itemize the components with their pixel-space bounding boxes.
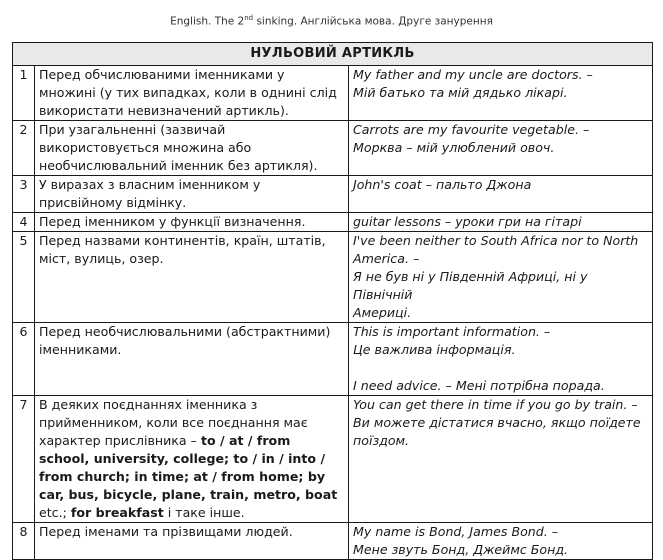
example-spacer xyxy=(353,359,648,377)
header-prefix: English. The 2 xyxy=(170,15,245,28)
example-line: Мій батько та мій дядько лікарі. xyxy=(353,85,568,100)
row-number: 8 xyxy=(13,523,35,560)
rule-text: Перед обчислюваними іменниками у множині (у тих випадках, коли в однині слід використати невизначений артикль). xyxy=(35,66,349,121)
example-cell xyxy=(349,176,653,213)
row-number: 2 xyxy=(13,121,35,176)
example-line: Морква – мій улюблений овоч. xyxy=(353,140,555,155)
rule-text-part: В деяких поєднаннях іменника з прийменником, коли все поєднання має характер прислівника – xyxy=(39,397,308,448)
rule-text-bold-part: for breakfast xyxy=(70,505,164,520)
document-header xyxy=(0,14,663,28)
row-number: 3 xyxy=(13,176,35,213)
rule-text-part: і таке інше. xyxy=(163,505,245,520)
example-cell xyxy=(349,121,653,176)
example-line: I've been neither to South Africa nor to North xyxy=(353,233,639,248)
example-line: Це важлива інформація. xyxy=(353,342,516,357)
row-number: 4 xyxy=(13,213,35,232)
row-number: 5 xyxy=(13,232,35,323)
example-line: John's coat – пальто Джона xyxy=(353,177,532,192)
example-line: Я не був ні у Південній Африці, ні у Північній xyxy=(353,269,588,302)
table-title: НУЛЬОВИЙ АРТИКЛЬ xyxy=(13,43,653,66)
table-title-row xyxy=(13,43,653,66)
table-row xyxy=(13,323,653,396)
rule-text: Перед іменами та прізвищами людей. xyxy=(35,523,349,560)
rule-text: Перед назвами континентів, країн, штатів, міст, вулиць, озер. xyxy=(35,232,349,323)
example-line: My father and my uncle are doctors. – xyxy=(353,67,593,82)
rule-text: Перед іменником у функції визначення. xyxy=(35,213,349,232)
example-line: I need advice. – Мені потрібна порада. xyxy=(353,378,605,393)
example-cell xyxy=(349,396,653,523)
table-row xyxy=(13,213,653,232)
table-row xyxy=(13,176,653,213)
example-line: Ви можете дістатися вчасно, якщо поїдете xyxy=(353,415,641,430)
rule-text-part: etc.; xyxy=(39,505,71,520)
rule-text: У виразах з власним іменником у присвійному відмінку. xyxy=(35,176,349,213)
zero-article-table xyxy=(12,42,653,560)
example-cell xyxy=(349,232,653,323)
table-row xyxy=(13,232,653,323)
row-number: 1 xyxy=(13,66,35,121)
example-line: You can get there in time if you go by train. – xyxy=(353,397,638,412)
table-row xyxy=(13,396,653,523)
example-line: Мене звуть Бонд, Джеймс Бонд. xyxy=(353,542,569,557)
example-line: поїздом. xyxy=(353,433,410,448)
rule-text xyxy=(35,396,349,523)
row-number: 6 xyxy=(13,323,35,396)
row-number: 7 xyxy=(13,396,35,523)
header-suffix: sinking. Англійська мова. Друге занурення xyxy=(253,15,493,28)
rule-text-bold-part: to / at / from school, university, college; to / in / into / from church; in time; at / from home; by car, bus, bicycle, plane, train, metro, boat xyxy=(39,433,338,502)
example-line: guitar lessons – уроки гри на гітарі xyxy=(353,214,582,229)
example-line: America. – xyxy=(353,251,420,266)
example-line: My name is Bond, James Bond. – xyxy=(353,524,559,539)
rule-text: При узагальненні (зазвичай використовується множина або необчислювальний іменник без артикля). xyxy=(35,121,349,176)
table-row xyxy=(13,66,653,121)
example-cell xyxy=(349,66,653,121)
table-row xyxy=(13,121,653,176)
example-line: This is important information. – xyxy=(353,324,551,339)
example-cell xyxy=(349,213,653,232)
rule-text: Перед необчислювальними (абстрактними) іменниками. xyxy=(35,323,349,396)
example-cell xyxy=(349,323,653,396)
example-line: Carrots are my favourite vegetable. – xyxy=(353,122,590,137)
header-superscript: nd xyxy=(244,14,254,22)
example-line: Америці. xyxy=(353,305,412,320)
